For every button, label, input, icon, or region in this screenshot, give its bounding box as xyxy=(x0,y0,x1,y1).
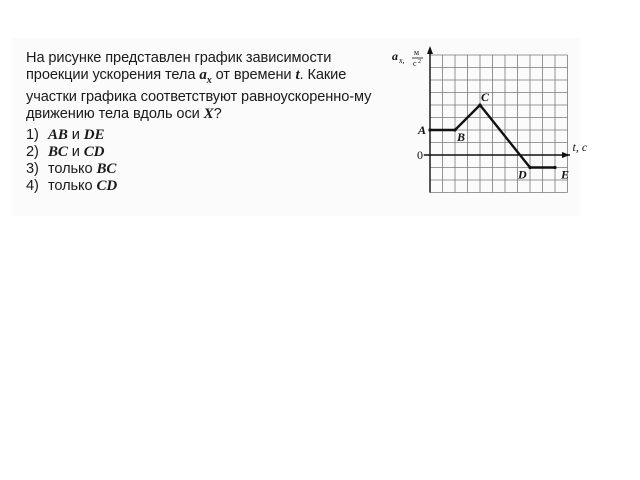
option-number: 3) xyxy=(26,161,39,177)
question-end: ? xyxy=(213,106,222,122)
point-label-a: A xyxy=(418,123,427,137)
x-axis-symbol: X xyxy=(203,106,214,122)
y-axis-label-sub: x, xyxy=(399,56,405,65)
option-conjunction: и xyxy=(71,144,80,160)
question-part-3: . Какие участки графика соответствуют равноускоренно-му движению тела вдоль оси xyxy=(26,67,372,122)
answer-options xyxy=(26,127,386,195)
x-axis-label: t, с xyxy=(572,140,588,154)
y-axis-arrow xyxy=(427,46,433,54)
point-label-c: C xyxy=(481,90,490,104)
answer-option-1 xyxy=(26,127,386,144)
answer-option-2 xyxy=(26,144,386,161)
point-label-d: D xyxy=(518,167,527,182)
t-symbol: t xyxy=(295,67,300,83)
x-axis-arrow xyxy=(562,152,570,158)
data-point-d xyxy=(528,166,531,169)
option-segment: AB xyxy=(47,127,68,143)
y-axis-label: a xyxy=(392,49,398,63)
y-unit-denominator: с xyxy=(413,59,417,68)
answer-option-4 xyxy=(26,178,386,195)
acceleration-chart xyxy=(388,42,608,212)
y-unit-numerator: м xyxy=(414,48,420,57)
question-text-block xyxy=(26,50,386,195)
option-number: 4) xyxy=(26,178,39,194)
option-number: 1) xyxy=(26,127,39,143)
y-unit-power: 2 xyxy=(418,59,421,65)
option-conjunction: и xyxy=(71,127,80,143)
chart-axes xyxy=(424,46,570,193)
point-label-e: E xyxy=(561,167,570,182)
point-label-b: B xyxy=(457,130,466,144)
question-text xyxy=(26,50,386,123)
data-point-e xyxy=(553,166,556,169)
origin-label: 0 xyxy=(417,148,423,162)
option-conjunction: только xyxy=(47,161,93,177)
chart-grid xyxy=(430,55,568,193)
ax-symbol: $a_x$ xyxy=(199,67,212,86)
question-part-2: от времени xyxy=(215,67,292,83)
chart-labels xyxy=(392,48,588,182)
answer-option-3 xyxy=(26,161,386,178)
option-conjunction: только xyxy=(47,178,93,194)
question-part-1: На рисунке представлен график зависимости проекции ускорения тела xyxy=(26,50,332,83)
data-point-a xyxy=(428,128,431,131)
option-number: 2) xyxy=(26,144,39,160)
option-segment: BC xyxy=(96,161,117,177)
option-segment: BC xyxy=(47,144,68,160)
acceleration-chart-svg xyxy=(388,42,608,212)
option-segment: CD xyxy=(83,144,105,160)
option-segment: CD xyxy=(96,178,118,194)
option-segment: DE xyxy=(83,127,105,143)
